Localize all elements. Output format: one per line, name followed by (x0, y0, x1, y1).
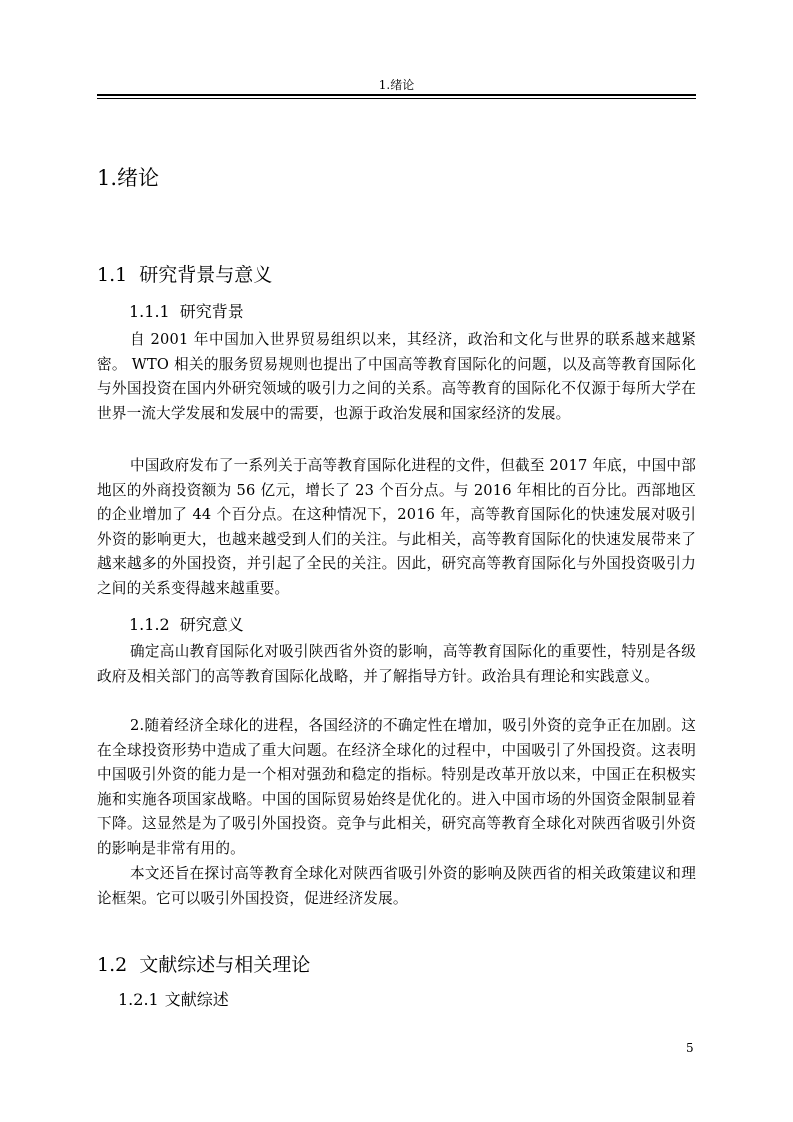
page-number: 5 (686, 1041, 694, 1055)
chapter-title: 1.绪论 (97, 166, 160, 190)
running-header: 1.绪论 (378, 78, 415, 92)
header-rule-thin (97, 98, 696, 99)
paragraph: 本文还旨在探讨高等教育全球化对陕西省吸引外资的影响及陕西省的相关政策建议和理论框架。它可以吸引外国投资，促进经济发展。 (97, 865, 696, 907)
paragraph: 中国政府发布了一系列关于高等教育国际化进程的文件，但截至 2017 年底，中国中部地区的外商投资额为 56 亿元，增长了 23 个百分点。与 2016 年相比的百分比。西部地区的企业增加了 44 个百分点。在这种情况下，2016 年，高等教育国际化的快速发展对吸引外资的影响更大，也越来越受到人们的关注。与此相关，高等教育国际化的快速发展带来了越来越多的外国投资，并引起了全民的关注。因此，研究高等教育国际化与外国投资吸引力之间的关系变得越来越重要。 (97, 457, 696, 597)
subsection-1-1-1-heading (129, 300, 244, 324)
subsection-number: 1.1.2 (129, 615, 170, 634)
subsection-title: 研究背景 (179, 302, 244, 321)
subsection-title: 文献综述 (164, 990, 229, 1009)
subsection-1-1-2-heading (129, 613, 244, 637)
section-1-1-heading (97, 261, 272, 289)
subsection-1-2-1-heading (118, 988, 229, 1012)
subsection-number: 1.2.1 (118, 990, 159, 1009)
paragraph: 确定高山教育国际化对吸引陕西省外资的影响，高等教育国际化的重要性，特别是各级政府及相关部门的高等教育国际化战略，并了解指导方针。政治具有理论和实践意义。 (97, 643, 696, 685)
section-title: 文献综述与相关理论 (139, 954, 311, 976)
paragraph: 2.随着经济全球化的进程，各国经济的不确定性在增加，吸引外资的竞争正在加剧。这在全球投资形势中造成了重大问题。在经济全球化的过程中，中国吸引了外国投资。这表明中国吸引外资的能力是一个相对强劲和稳定的指标。特别是改革开放以来，中国正在积极实施和实施各项国家战略。中国的国际贸易始终是优化的。进入中国市场的外国资金限制显着下降。这显然是为了吸引外国投资。竞争与此相关，研究高等教育全球化对陕西省吸引外资的影响是非常有用的。 (97, 717, 696, 857)
section-1-2-heading (97, 951, 310, 979)
section-number: 1.1 (97, 264, 128, 286)
header-rule (97, 94, 696, 96)
subsection-title: 研究意义 (179, 615, 244, 634)
subsection-number: 1.1.1 (129, 302, 170, 321)
paragraph: 自 2001 年中国加入世界贸易组织以来，其经济，政治和文化与世界的联系越来越紧密。 WTO 相关的服务贸易规则也提出了中国高等教育国际化的问题，以及高等教育国际化与外国投资在国内外研究领域的吸引力之间的关系。高等教育的国际化不仅源于每所大学在世界一流大学发展和发展中的需要，也源于政治发展和国家经济的发展。 (97, 331, 696, 422)
section-number: 1.2 (97, 954, 128, 976)
section-title: 研究背景与意义 (139, 264, 273, 286)
